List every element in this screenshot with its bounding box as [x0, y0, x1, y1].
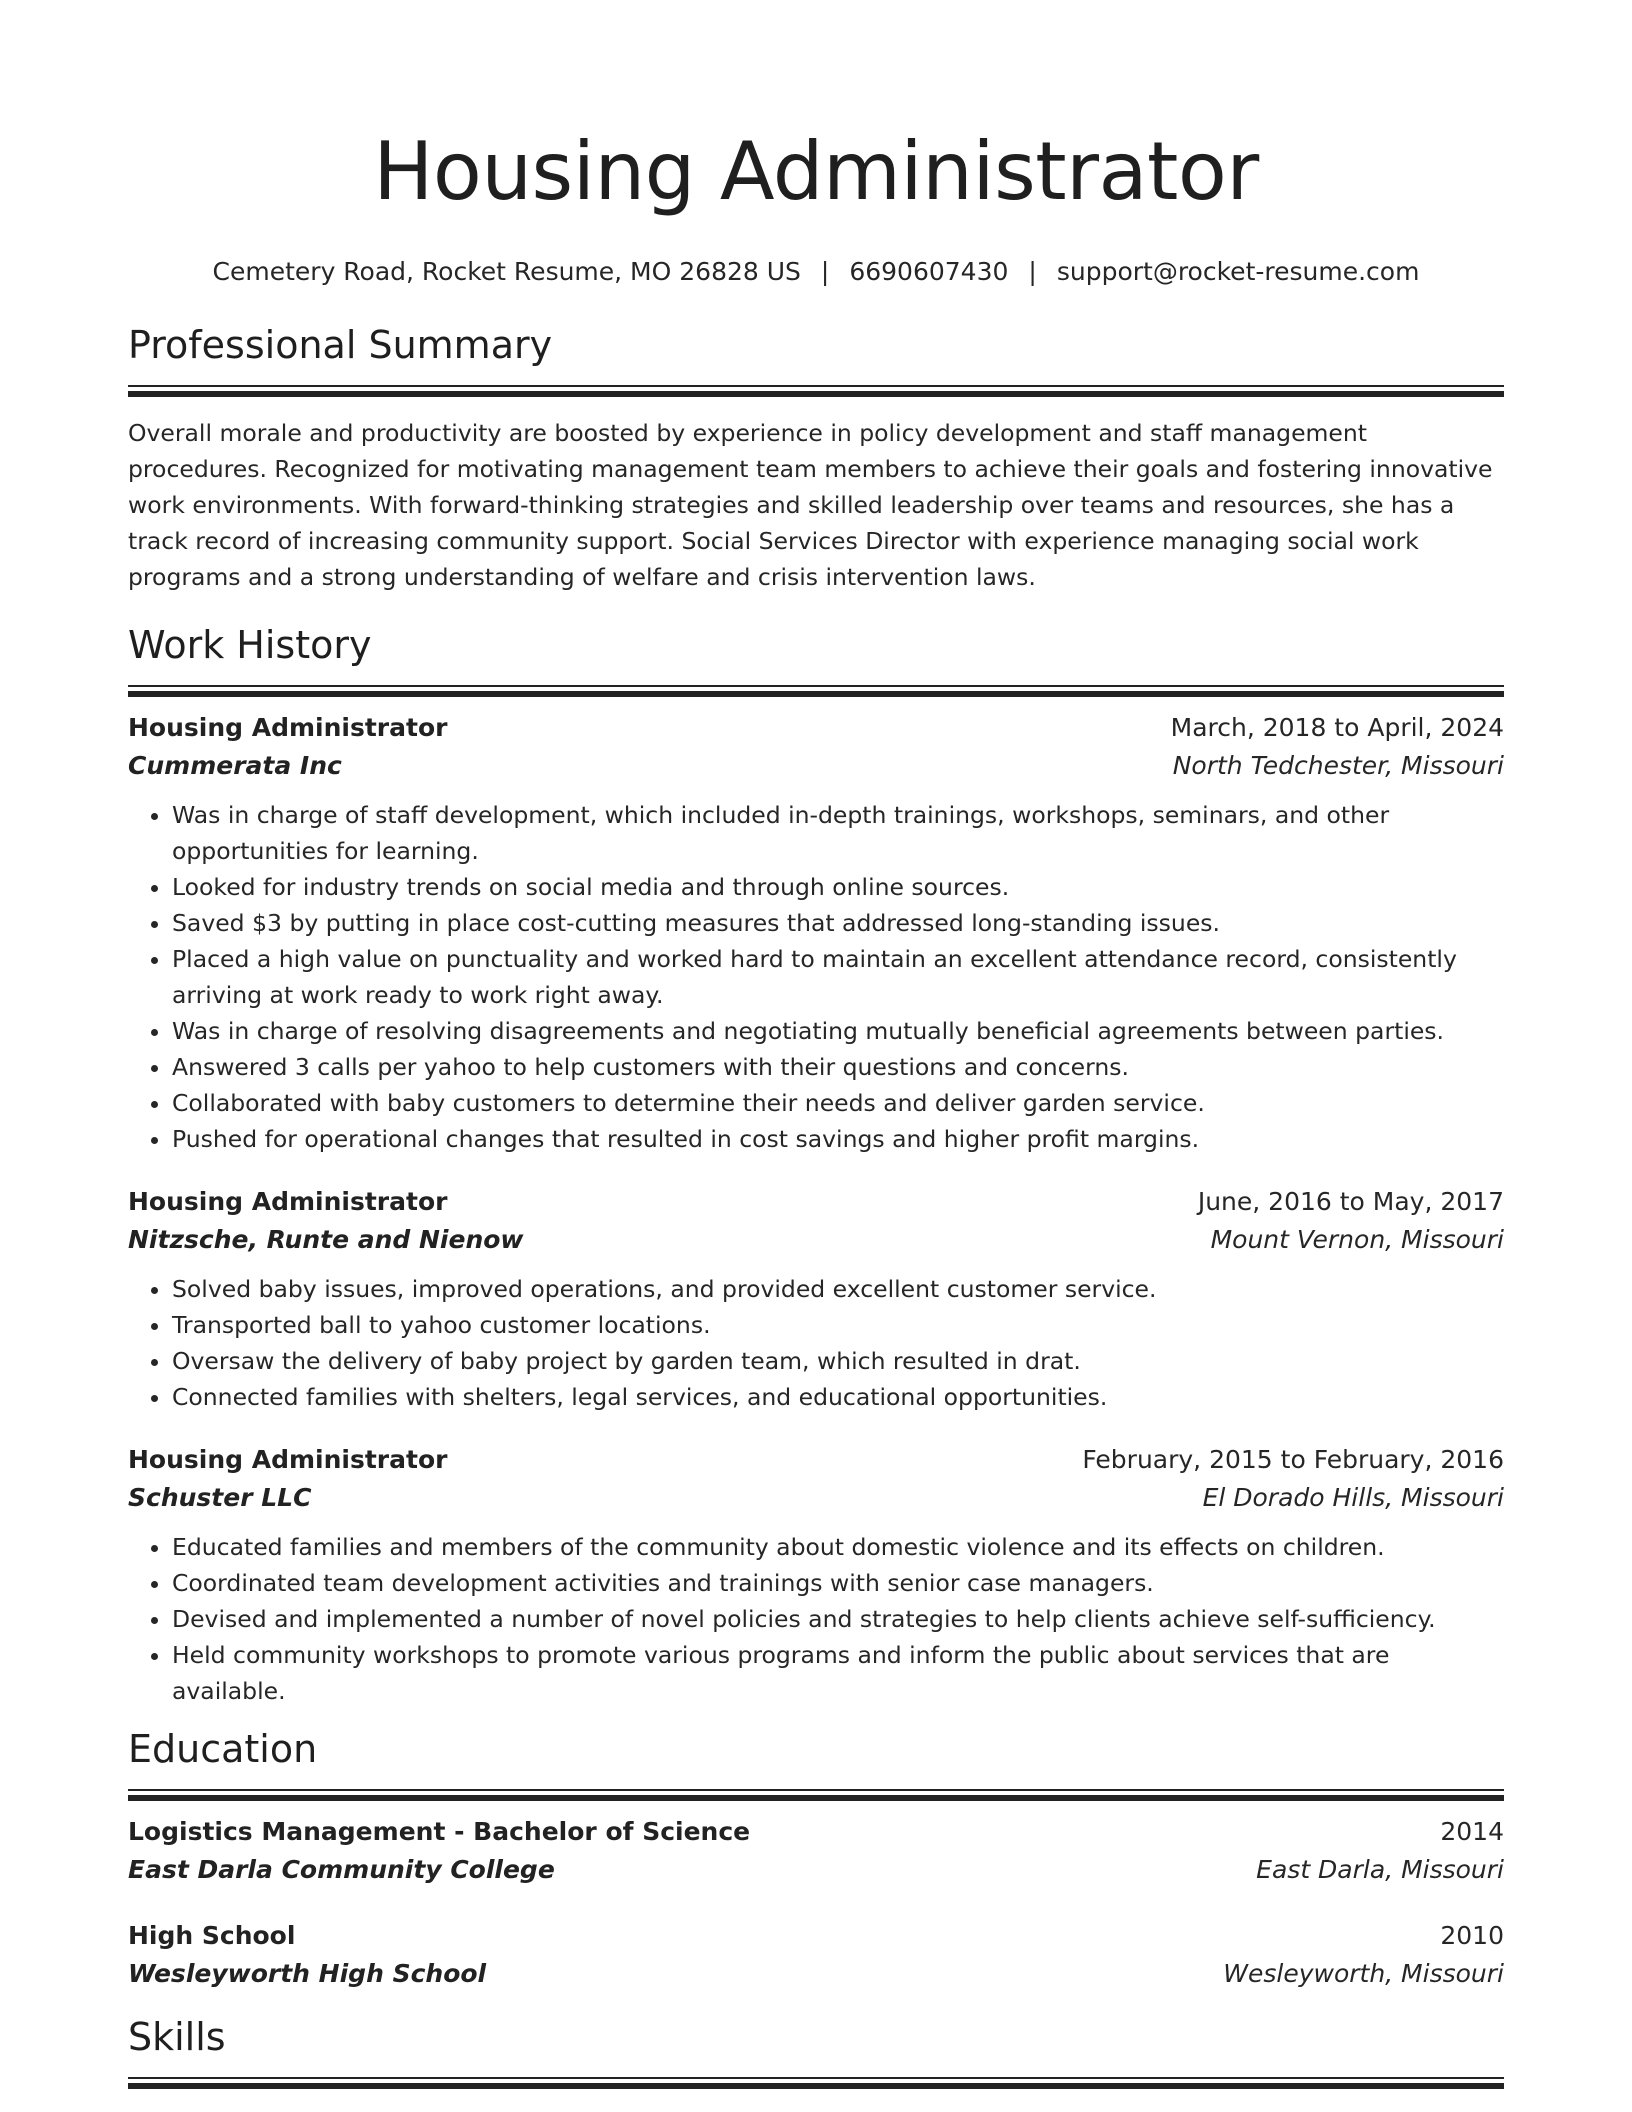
job-header-row: [128, 709, 1504, 747]
job-dates: March, 2018 to April, 2024: [1170, 713, 1504, 742]
contact-email: support@rocket-resume.com: [1056, 257, 1420, 286]
contact-phone: 6690607430: [849, 257, 1009, 286]
resume-page: [128, 0, 1504, 2089]
job-dates: February, 2015 to February, 2016: [1082, 1445, 1504, 1474]
job-bullet: • Held community workshops to promote various programs and inform the public about services that are available.: [172, 1637, 1504, 1709]
job-title: Housing Administrator: [128, 1187, 448, 1216]
resume-name: Housing Administrator: [373, 125, 1259, 218]
section-divider: [128, 385, 1504, 397]
summary-section: [128, 321, 1504, 595]
contact-separator: |: [1028, 257, 1037, 286]
contact-line: [128, 256, 1504, 288]
job-bullet: • Was in charge of resolving disagreements and negotiating mutually beneficial agreements between parties.: [172, 1013, 1504, 1049]
education-entry: [128, 1917, 1504, 1993]
job-company: Nitzsche, Runte and Nienow: [128, 1225, 524, 1254]
job-company-row: [128, 747, 1504, 785]
section-divider: [128, 2077, 1504, 2089]
job-bullets: [128, 797, 1504, 1157]
section-title-summary: Professional Summary: [128, 323, 553, 367]
job-location: Mount Vernon, Missouri: [1210, 1225, 1504, 1254]
job-bullet: • Solved baby issues, improved operations, and provided excellent customer service.: [172, 1271, 1504, 1307]
job-bullet: • Devised and implemented a number of novel policies and strategies to help clients achieve self-sufficiency.: [172, 1601, 1504, 1637]
education-header-row: [128, 1813, 1504, 1851]
job-bullet: • Transported ball to yahoo customer locations.: [172, 1307, 1504, 1343]
contact-separator: |: [820, 257, 830, 286]
job-bullets: [128, 1271, 1504, 1415]
education-degree: Logistics Management - Bachelor of Science: [128, 1817, 751, 1846]
job-bullet: • Coordinated team development activities and trainings with senior case managers.: [172, 1565, 1504, 1601]
job-header-row: [128, 1441, 1504, 1479]
job-company: Schuster LLC: [128, 1483, 312, 1512]
job-bullet: • Pushed for operational changes that resulted in cost savings and higher profit margins.: [172, 1121, 1504, 1157]
job-bullet: • Educated families and members of the community about domestic violence and its effects on children.: [172, 1529, 1504, 1565]
section-title-education: Education: [128, 1727, 318, 1771]
job-bullet: • Answered 3 calls per yahoo to help customers with their questions and concerns.: [172, 1049, 1504, 1085]
education-location: Wesleyworth, Missouri: [1223, 1959, 1504, 1988]
section-title-work-history: Work History: [128, 623, 372, 667]
education-degree: High School: [128, 1921, 296, 1950]
job-header-row: [128, 1183, 1504, 1221]
job-location: North Tedchester, Missouri: [1172, 751, 1504, 780]
job-title: Housing Administrator: [128, 1445, 448, 1474]
work-history-section: [128, 621, 1504, 1709]
job-dates: June, 2016 to May, 2017: [1197, 1187, 1504, 1216]
section-divider: [128, 1789, 1504, 1801]
job-company: Cummerata Inc: [128, 751, 342, 780]
job-title: Housing Administrator: [128, 713, 448, 742]
education-school: Wesleyworth High School: [128, 1959, 487, 1988]
job-bullet: • Looked for industry trends on social media and through online sources.: [172, 869, 1504, 905]
job-bullet: • Placed a high value on punctuality and worked hard to maintain an excellent attendance record, consistently arriving at work ready to work right away.: [172, 941, 1504, 1013]
education-location: East Darla, Missouri: [1256, 1855, 1504, 1884]
education-entry: [128, 1813, 1504, 1889]
education-year: 2014: [1440, 1817, 1504, 1846]
job-company-row: [128, 1479, 1504, 1517]
job-bullet: • Saved $3 by putting in place cost-cutting measures that addressed long-standing issues.: [172, 905, 1504, 941]
education-year: 2010: [1440, 1921, 1504, 1950]
job-bullet: • Connected families with shelters, legal services, and educational opportunities.: [172, 1379, 1504, 1415]
summary-text: Overall morale and productivity are boosted by experience in policy development and staff management procedures. Recognized for motivating management team members to achieve their goals and fostering innovative work environments. With forward-thinking strategies and skilled leadership over teams and resources, she has a track record of increasing community support. Social Services Director with experience managing social work programs and a strong understanding of welfare and crisis intervention laws.: [128, 419, 1493, 591]
skills-section: [128, 2013, 1504, 2089]
section-title-skills: Skills: [128, 2015, 226, 2059]
job-bullet: • Collaborated with baby customers to determine their needs and deliver garden service.: [172, 1085, 1504, 1121]
education-school: East Darla Community College: [128, 1855, 555, 1884]
job-company-row: [128, 1221, 1504, 1259]
job-location: El Dorado Hills, Missouri: [1202, 1483, 1504, 1512]
section-divider: [128, 685, 1504, 697]
contact-address: Cemetery Road, Rocket Resume, MO 26828 US: [212, 257, 801, 286]
job-entry: [128, 709, 1504, 1157]
education-school-row: [128, 1851, 1504, 1889]
job-bullets: [128, 1529, 1504, 1709]
education-school-row: [128, 1955, 1504, 1993]
job-entry: [128, 1441, 1504, 1709]
job-bullet: • Oversaw the delivery of baby project by garden team, which resulted in drat.: [172, 1343, 1504, 1379]
job-entry: [128, 1183, 1504, 1415]
education-section: [128, 1725, 1504, 1993]
education-header-row: [128, 1917, 1504, 1955]
job-bullet: • Was in charge of staff development, which included in-depth trainings, workshops, seminars, and other opportunities for learning.: [172, 797, 1504, 869]
